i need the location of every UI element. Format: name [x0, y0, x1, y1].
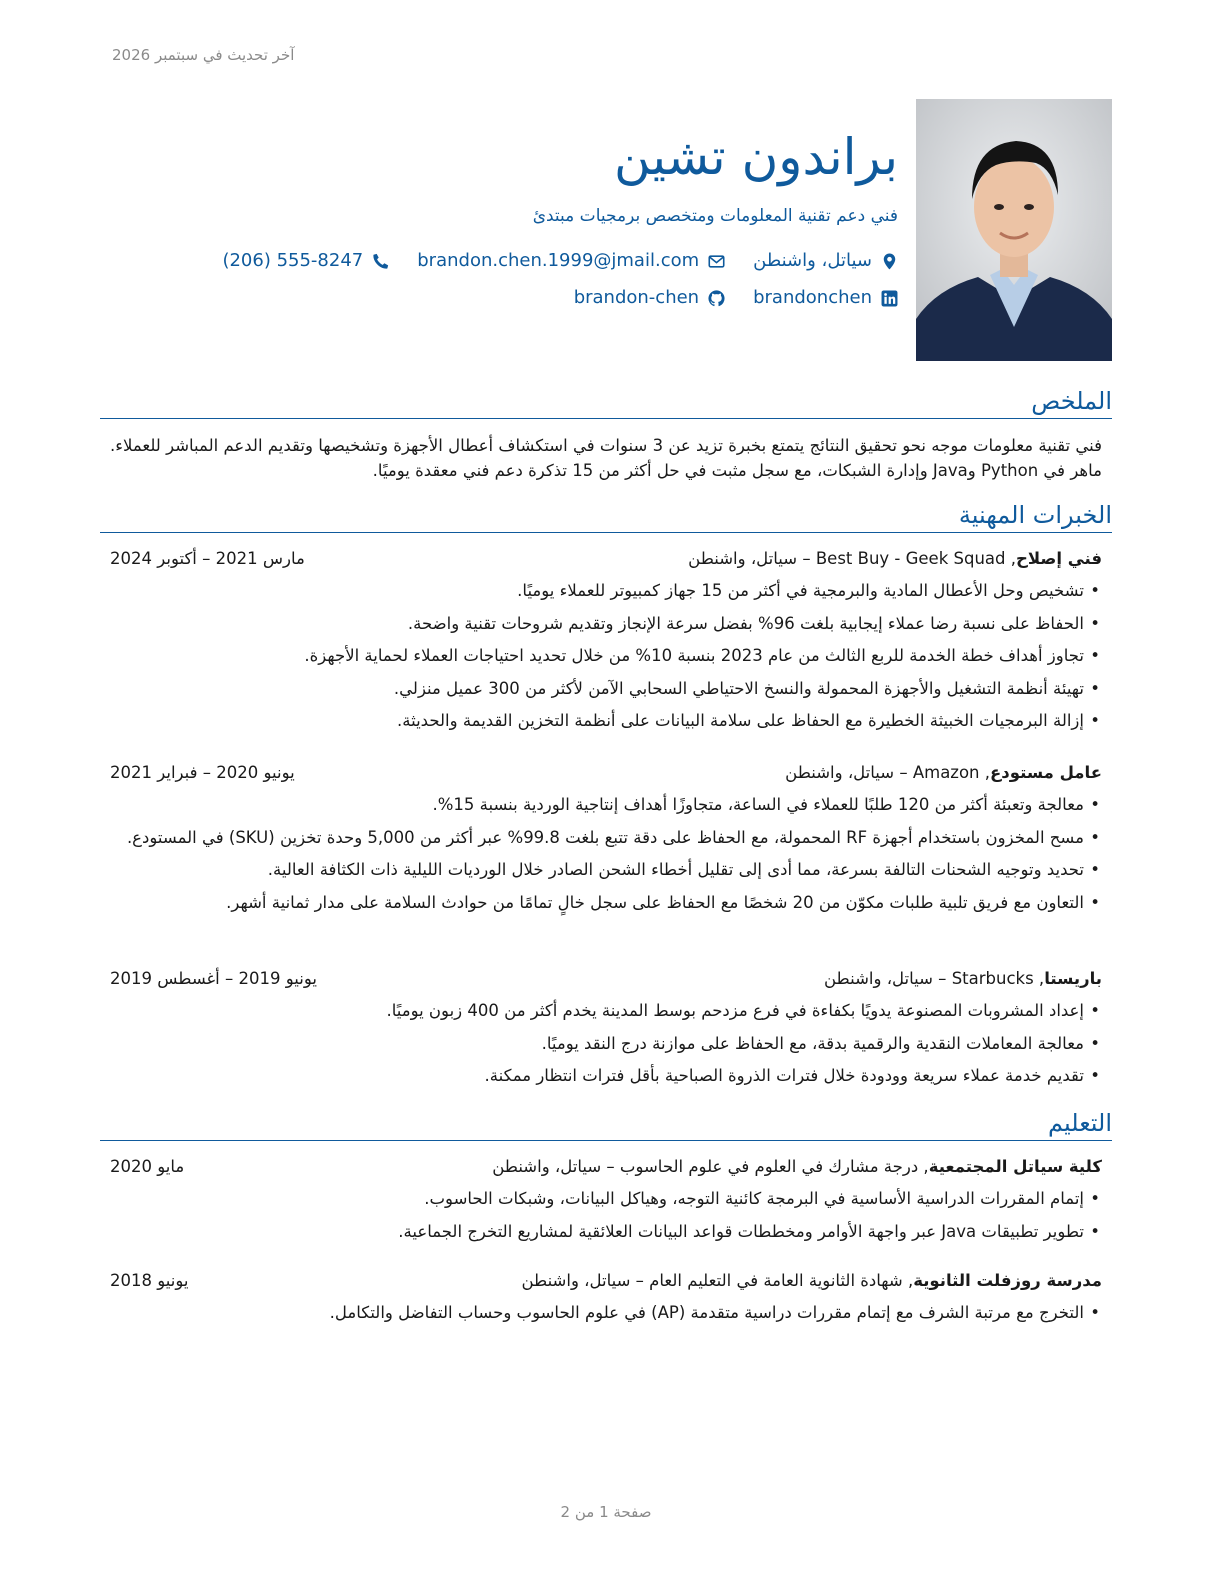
education-section: [100, 1108, 1112, 1141]
job-title: باريستا: [1044, 969, 1102, 988]
entry-header: فني إصلاح, Best Buy - Geek Squad – سياتل، واشنطن مارس 2021 – أكتوبر 2024: [110, 546, 1102, 572]
entry-header: كلية سياتل المجتمعية, درجة مشارك في العلوم في علوم الحاسوب – سياتل، واشنطن مايو 2020: [110, 1154, 1102, 1180]
degree: درجة مشارك في العلوم في علوم الحاسوب – سياتل، واشنطن: [492, 1157, 919, 1176]
list-item: • إزالة البرمجيات الخبيثة الخطيرة مع الحفاظ على سلامة البيانات على أنظمة التخزين القديمة والحديثة.: [110, 708, 1102, 733]
list-item: • مسح المخزون باستخدام أجهزة RF المحمولة، مع الحفاظ على دقة تتبع بلغت 99.8% عبر أكثر من 5,000 وحدة تخزين (SKU) في المستودع.: [110, 825, 1102, 850]
job-title: فني إصلاح: [1016, 549, 1102, 568]
employer: Starbucks – سياتل، واشنطن: [824, 969, 1034, 988]
graduation-date: مايو 2020: [110, 1157, 185, 1176]
contact-github[interactable]: [574, 285, 725, 311]
contact-location: [753, 248, 898, 274]
linkedin-icon: [881, 290, 898, 307]
employer: Amazon – سياتل، واشنطن: [785, 763, 980, 782]
list-item: • معالجة وتعبئة أكثر من 120 طلبًا للعملاء في الساعة، متجاوزًا أهداف إنتاجية الوردية بنسبة 15%.: [110, 792, 1102, 817]
summary-text: فني تقنية معلومات موجه نحو تحقيق النتائج يتمتع بخبرة تزيد عن 3 سنوات في استكشاف أعطال الأجهزة وتشخيصها وتقديم الدعم المباشر للعملاء. ماهر في Python وJava وإدارة الشبكات، مع سجل مثبت في حل أكثر من 15 تذكرة دعم فني معقدة يوميًا.: [110, 436, 1103, 480]
list-item: • إعداد المشروبات المصنوعة يدويًا بكفاءة في فرع مزدحم بوسط المدينة يخدم أكثر من 400 زبون يوميًا.: [110, 998, 1102, 1023]
contact-email[interactable]: [417, 248, 725, 274]
list-item: • تشخيص وحل الأعطال المادية والبرمجية في أكثر من 15 جهاز كمبيوتر للعملاء يوميًا.: [110, 578, 1102, 603]
date-range: يونيو 2019 – أغسطس 2019: [110, 969, 317, 988]
map-pin-icon: [881, 253, 898, 270]
list-item: • تحديد وتوجيه الشحنات التالفة بسرعة، مما أدى إلى تقليل أخطاء الشحن الصادر خلال الورديات الليلية ذات الكثافة العالية.: [110, 857, 1102, 882]
graduation-date: يونيو 2018: [110, 1271, 189, 1290]
github-text[interactable]: brandon-chen: [573, 287, 700, 308]
list-item: • التخرج مع مرتبة الشرف مع إتمام مقررات دراسية متقدمة (AP) في علوم الحاسوب وحساب التفاضل والتكامل.: [110, 1300, 1102, 1325]
contact-row-social: [108, 285, 898, 311]
entry-header: عامل مستودع, Amazon – سياتل، واشنطن يونيو 2020 – فبراير 2021: [110, 760, 1102, 786]
contact-linkedin[interactable]: [753, 285, 898, 311]
entry-header: باريستا, Starbucks – سياتل، واشنطن يونيو 2019 – أغسطس 2019: [110, 966, 1102, 992]
last-updated: آخر تحديث في سبتمبر 2026: [112, 46, 295, 64]
section-title-experience: الخبرات المهنية: [100, 500, 1112, 533]
list-item: • معالجة المعاملات النقدية والرقمية بدقة، مع الحفاظ على موازنة درج النقد يوميًا.: [110, 1031, 1102, 1056]
portrait-image: [916, 99, 1112, 361]
resume-page: [100, 0, 1112, 1584]
github-icon: [708, 290, 725, 307]
list-item: • الحفاظ على نسبة رضا عملاء إيجابية بلغت 96% بفضل سرعة الإنجاز وتقديم شروحات تقنية واضحة.: [110, 611, 1102, 636]
institution: كلية سياتل المجتمعية: [928, 1157, 1102, 1176]
list-item: • تطوير تطبيقات Java عبر واجهة الأوامر ومخططات قواعد البيانات العلائقية لمشاريع التخرج الجماعية.: [110, 1219, 1102, 1244]
headline: فني دعم تقنية المعلومات ومتخصص برمجيات مبتدئ: [532, 206, 898, 226]
summary-section: [100, 386, 1112, 483]
list-item: • تجاوز أهداف خطة الخدمة للربع الثالث من عام 2023 بنسبة 10% من خلال تحديد احتياجات العملاء لحماية الأجهزة.: [110, 643, 1102, 668]
phone-text[interactable]: (206) 555-8247: [222, 250, 364, 271]
date-range: مارس 2021 – أكتوبر 2024: [110, 549, 305, 568]
degree: شهادة الثانوية العامة في التعليم العام – سياتل، واشنطن: [521, 1271, 903, 1290]
profile-photo: [916, 99, 1112, 361]
education-entry-college: [110, 1154, 1102, 1251]
contact-row-primary: [108, 248, 898, 274]
entry-header: مدرسة روزفلت الثانوية, شهادة الثانوية العامة في التعليم العام – سياتل، واشنطن يونيو 2018: [110, 1268, 1102, 1294]
page-number: صفحة 1 من 2: [560, 1503, 652, 1521]
date-range: يونيو 2020 – فبراير 2021: [110, 763, 295, 782]
list-item: • تقديم خدمة عملاء سريعة وودودة خلال فترات الذروة الصباحية بأقل فترات انتظار ممكنة.: [110, 1063, 1102, 1088]
section-title-education: التعليم: [100, 1108, 1112, 1141]
list-item: • تهيئة أنظمة التشغيل والأجهزة المحمولة والنسخ الاحتياطي السحابي الآمن لأكثر من 300 عميل منزلي.: [110, 676, 1102, 701]
experience-section: [100, 500, 1112, 533]
experience-entry-geek-squad: [110, 546, 1102, 741]
list-item: • إتمام المقررات الدراسية الأساسية في البرمجة كائنية التوجه، وهياكل البيانات، وشبكات الحاسوب.: [110, 1186, 1102, 1211]
linkedin-text[interactable]: brandonchen: [753, 287, 872, 308]
list-item: • التعاون مع فريق تلبية طلبات مكوّن من 20 شخصًا مع الحفاظ على سجل خالٍ تمامًا من حوادث السلامة على مدار ثمانية أشهر.: [110, 890, 1102, 915]
location-text: سياتل، واشنطن: [753, 250, 872, 271]
employer: Best Buy - Geek Squad – سياتل، واشنطن: [688, 549, 1006, 568]
phone-icon: [372, 253, 389, 270]
contact-phone[interactable]: [222, 248, 389, 274]
institution: مدرسة روزفلت الثانوية: [913, 1271, 1102, 1290]
envelope-icon: [708, 253, 725, 270]
email-text[interactable]: brandon.chen.1999@jmail.com: [417, 250, 700, 271]
bullet-list: [110, 1300, 1102, 1325]
section-title-summary: الملخص: [100, 386, 1112, 419]
candidate-name: براندون تشين: [614, 128, 898, 186]
education-entry-high-school: [110, 1268, 1102, 1333]
experience-entry-starbucks: [110, 966, 1102, 1096]
header: [108, 120, 898, 311]
bullet-list: [110, 1186, 1102, 1244]
bullet-list: [110, 792, 1102, 915]
bullet-list: [110, 998, 1102, 1088]
job-title: عامل مستودع: [990, 763, 1102, 782]
bullet-list: [110, 578, 1102, 733]
experience-entry-amazon: [110, 760, 1102, 922]
